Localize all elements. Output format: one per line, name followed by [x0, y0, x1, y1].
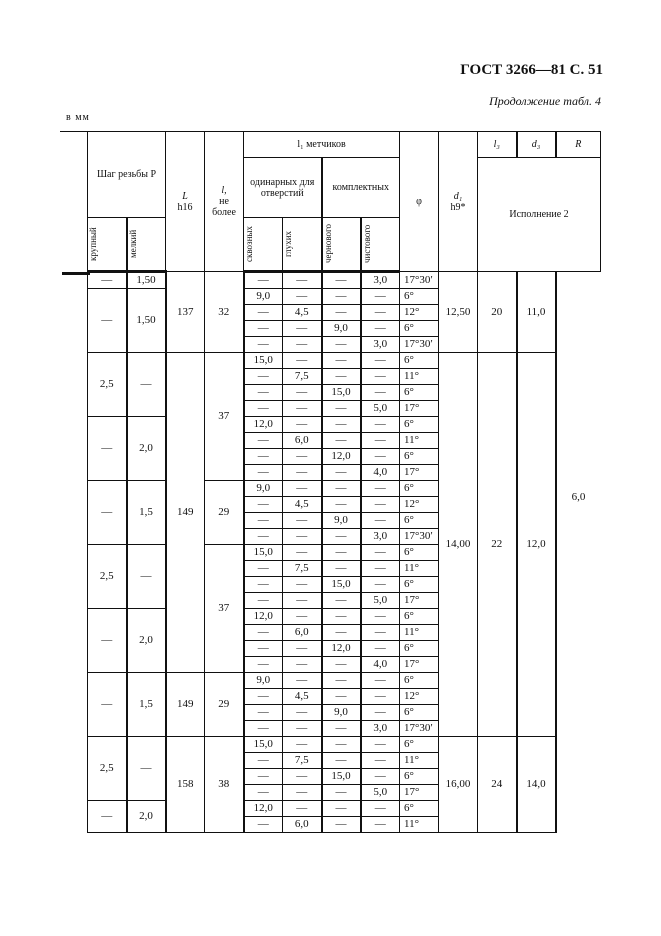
- blind-cell: —: [283, 801, 322, 817]
- l-cell: 37: [205, 353, 244, 481]
- coarse-pitch-cell: 2,5: [88, 737, 127, 801]
- blind-cell: —: [283, 641, 322, 657]
- fine-pitch-cell: 2,0: [127, 609, 166, 673]
- rough-cell: —: [322, 289, 361, 305]
- finish-cell: —: [361, 545, 400, 561]
- coarse-pitch-cell: —: [88, 417, 127, 481]
- phi-cell: 12°: [400, 497, 439, 513]
- blind-cell: —: [283, 657, 322, 673]
- header-rough: чернового: [322, 218, 361, 272]
- phi-cell: 17°: [400, 593, 439, 609]
- coarse-pitch-cell: —: [88, 609, 127, 673]
- rough-cell: 12,0: [322, 449, 361, 465]
- header-blind: глухих: [283, 218, 322, 272]
- l3-cell: 24: [478, 737, 517, 833]
- phi-cell: 6°: [400, 577, 439, 593]
- units-label: в мм: [66, 112, 90, 123]
- rough-cell: —: [322, 561, 361, 577]
- header-l1: l₁ метчиков: [244, 132, 400, 158]
- finish-cell: —: [361, 689, 400, 705]
- blind-cell: —: [283, 449, 322, 465]
- blind-cell: 6,0: [283, 433, 322, 449]
- finish-cell: —: [361, 513, 400, 529]
- table-row: [88, 353, 601, 369]
- finish-cell: —: [361, 641, 400, 657]
- rough-cell: —: [322, 417, 361, 433]
- header-coarse: крупный: [88, 218, 127, 272]
- through-cell: —: [244, 321, 283, 337]
- rough-cell: —: [322, 657, 361, 673]
- blind-cell: —: [283, 385, 322, 401]
- through-cell: —: [244, 817, 283, 833]
- blind-cell: —: [283, 401, 322, 417]
- blind-cell: —: [283, 353, 322, 369]
- through-cell: 15,0: [244, 545, 283, 561]
- finish-cell: 5,0: [361, 401, 400, 417]
- blind-cell: 6,0: [283, 817, 322, 833]
- blind-cell: —: [283, 513, 322, 529]
- finish-cell: —: [361, 817, 400, 833]
- through-cell: —: [244, 657, 283, 673]
- finish-cell: —: [361, 753, 400, 769]
- l-cell: 32: [205, 272, 244, 353]
- header-finish: чистового: [361, 218, 400, 272]
- d1-cell: 12,50: [439, 272, 478, 353]
- fine-pitch-cell: —: [127, 353, 166, 417]
- finish-cell: —: [361, 369, 400, 385]
- finish-cell: —: [361, 673, 400, 689]
- phi-cell: 6°: [400, 641, 439, 657]
- coarse-pitch-cell: —: [88, 289, 127, 353]
- finish-cell: —: [361, 449, 400, 465]
- through-cell: —: [244, 272, 283, 289]
- through-cell: 12,0: [244, 801, 283, 817]
- rough-cell: 9,0: [322, 321, 361, 337]
- through-cell: 15,0: [244, 737, 283, 753]
- finish-cell: —: [361, 801, 400, 817]
- finish-cell: —: [361, 433, 400, 449]
- finish-cell: 4,0: [361, 657, 400, 673]
- through-cell: 12,0: [244, 609, 283, 625]
- fine-pitch-cell: 2,0: [127, 417, 166, 481]
- phi-cell: 6°: [400, 769, 439, 785]
- phi-cell: 11°: [400, 561, 439, 577]
- phi-cell: 11°: [400, 753, 439, 769]
- blind-cell: —: [283, 321, 322, 337]
- rough-cell: —: [322, 625, 361, 641]
- finish-cell: 3,0: [361, 721, 400, 737]
- header-d3: d₃: [517, 132, 556, 158]
- through-cell: 9,0: [244, 673, 283, 689]
- phi-cell: 6°: [400, 737, 439, 753]
- fine-pitch-cell: —: [127, 545, 166, 609]
- rough-cell: —: [322, 401, 361, 417]
- blind-cell: —: [283, 593, 322, 609]
- fine-pitch-cell: 1,50: [127, 272, 166, 289]
- finish-cell: —: [361, 353, 400, 369]
- blind-cell: —: [283, 737, 322, 753]
- header-execution: Исполнение 2: [478, 158, 601, 272]
- rough-cell: —: [322, 817, 361, 833]
- blind-cell: —: [283, 769, 322, 785]
- blind-cell: —: [283, 529, 322, 545]
- phi-cell: 17°: [400, 657, 439, 673]
- divider: [60, 131, 88, 132]
- phi-cell: 6°: [400, 385, 439, 401]
- phi-cell: 17°30′: [400, 529, 439, 545]
- rough-cell: —: [322, 353, 361, 369]
- finish-cell: —: [361, 305, 400, 321]
- finish-cell: —: [361, 609, 400, 625]
- blind-cell: 7,5: [283, 369, 322, 385]
- blind-cell: 4,5: [283, 305, 322, 321]
- through-cell: —: [244, 785, 283, 801]
- through-cell: —: [244, 449, 283, 465]
- blind-cell: —: [283, 481, 322, 497]
- rough-cell: —: [322, 609, 361, 625]
- l-cell: 29: [205, 673, 244, 737]
- table-continuation: Продолжение табл. 4: [489, 94, 601, 108]
- phi-cell: 6°: [400, 673, 439, 689]
- rough-cell: 15,0: [322, 577, 361, 593]
- blind-cell: 4,5: [283, 689, 322, 705]
- l-cell: 29: [205, 481, 244, 545]
- phi-cell: 17°30′: [400, 721, 439, 737]
- header-d1: d₁ h9*: [439, 132, 478, 272]
- finish-cell: —: [361, 625, 400, 641]
- phi-cell: 6°: [400, 289, 439, 305]
- phi-cell: 11°: [400, 817, 439, 833]
- phi-cell: 6°: [400, 321, 439, 337]
- rough-cell: —: [322, 497, 361, 513]
- through-cell: —: [244, 465, 283, 481]
- header-l3: l₃: [478, 132, 517, 158]
- fine-pitch-cell: —: [127, 737, 166, 801]
- through-cell: —: [244, 625, 283, 641]
- header-phi: φ: [400, 132, 439, 272]
- phi-cell: 12°: [400, 305, 439, 321]
- phi-cell: 17°: [400, 465, 439, 481]
- phi-cell: 12°: [400, 689, 439, 705]
- rough-cell: —: [322, 593, 361, 609]
- through-cell: —: [244, 401, 283, 417]
- phi-cell: 6°: [400, 353, 439, 369]
- blind-cell: —: [283, 705, 322, 721]
- L-cell: 149: [166, 673, 205, 737]
- divider: [62, 272, 90, 275]
- rough-cell: —: [322, 433, 361, 449]
- rough-cell: —: [322, 529, 361, 545]
- rough-cell: 9,0: [322, 513, 361, 529]
- header-set: комплектных: [322, 158, 400, 218]
- header-fine: мелкий: [127, 218, 166, 272]
- phi-cell: 6°: [400, 609, 439, 625]
- header-through: сквозных: [244, 218, 283, 272]
- blind-cell: 6,0: [283, 625, 322, 641]
- through-cell: 9,0: [244, 289, 283, 305]
- through-cell: —: [244, 497, 283, 513]
- rough-cell: —: [322, 737, 361, 753]
- L-cell: 149: [166, 353, 205, 673]
- table-row: [88, 272, 601, 289]
- phi-cell: 11°: [400, 369, 439, 385]
- blind-cell: —: [283, 609, 322, 625]
- blind-cell: —: [283, 577, 322, 593]
- coarse-pitch-cell: —: [88, 481, 127, 545]
- blind-cell: —: [283, 721, 322, 737]
- phi-cell: 6°: [400, 481, 439, 497]
- d1-cell: 16,00: [439, 737, 478, 833]
- R-cell: 6,0: [556, 272, 601, 833]
- finish-cell: —: [361, 705, 400, 721]
- through-cell: 12,0: [244, 417, 283, 433]
- through-cell: —: [244, 593, 283, 609]
- blind-cell: —: [283, 465, 322, 481]
- dimensions-table: [87, 131, 601, 833]
- d3-cell: 12,0: [517, 353, 556, 737]
- rough-cell: 15,0: [322, 769, 361, 785]
- finish-cell: 3,0: [361, 337, 400, 353]
- phi-cell: 11°: [400, 625, 439, 641]
- phi-cell: 17°30′: [400, 337, 439, 353]
- finish-cell: 4,0: [361, 465, 400, 481]
- through-cell: —: [244, 641, 283, 657]
- l3-cell: 22: [478, 353, 517, 737]
- d3-cell: 11,0: [517, 272, 556, 353]
- fine-pitch-cell: 1,5: [127, 673, 166, 737]
- through-cell: —: [244, 513, 283, 529]
- blind-cell: —: [283, 545, 322, 561]
- header-L: L h16: [166, 132, 205, 272]
- table-row: [88, 737, 601, 753]
- coarse-pitch-cell: 2,5: [88, 353, 127, 417]
- finish-cell: —: [361, 769, 400, 785]
- rough-cell: —: [322, 545, 361, 561]
- blind-cell: —: [283, 785, 322, 801]
- through-cell: —: [244, 433, 283, 449]
- finish-cell: 3,0: [361, 272, 400, 289]
- rough-cell: —: [322, 465, 361, 481]
- coarse-pitch-cell: —: [88, 272, 127, 289]
- fine-pitch-cell: 1,50: [127, 289, 166, 353]
- rough-cell: 15,0: [322, 385, 361, 401]
- rough-cell: —: [322, 337, 361, 353]
- finish-cell: —: [361, 385, 400, 401]
- through-cell: —: [244, 337, 283, 353]
- header-pitch: Шаг резьбы P: [88, 132, 166, 218]
- header-single: одинарных для отверстий: [244, 158, 322, 218]
- rough-cell: 9,0: [322, 705, 361, 721]
- header-R: R: [556, 132, 601, 158]
- blind-cell: 7,5: [283, 561, 322, 577]
- page-header: ГОСТ 3266—81 С. 51: [460, 62, 603, 78]
- rough-cell: —: [322, 673, 361, 689]
- phi-cell: 6°: [400, 417, 439, 433]
- through-cell: —: [244, 753, 283, 769]
- finish-cell: —: [361, 577, 400, 593]
- phi-cell: 6°: [400, 801, 439, 817]
- through-cell: 15,0: [244, 353, 283, 369]
- d3-cell: 14,0: [517, 737, 556, 833]
- rough-cell: —: [322, 785, 361, 801]
- rough-cell: —: [322, 753, 361, 769]
- fine-pitch-cell: 1,5: [127, 481, 166, 545]
- through-cell: —: [244, 561, 283, 577]
- through-cell: —: [244, 305, 283, 321]
- l3-cell: 20: [478, 272, 517, 353]
- blind-cell: 7,5: [283, 753, 322, 769]
- L-cell: 137: [166, 272, 205, 353]
- through-cell: —: [244, 721, 283, 737]
- through-cell: —: [244, 689, 283, 705]
- coarse-pitch-cell: 2,5: [88, 545, 127, 609]
- through-cell: —: [244, 385, 283, 401]
- phi-cell: 17°: [400, 785, 439, 801]
- blind-cell: —: [283, 417, 322, 433]
- l-cell: 38: [205, 737, 244, 833]
- phi-cell: 17°30′: [400, 272, 439, 289]
- header-l: l, не более: [205, 132, 244, 272]
- rough-cell: —: [322, 689, 361, 705]
- through-cell: —: [244, 577, 283, 593]
- finish-cell: 5,0: [361, 785, 400, 801]
- phi-cell: 17°: [400, 401, 439, 417]
- phi-cell: 11°: [400, 433, 439, 449]
- finish-cell: —: [361, 417, 400, 433]
- finish-cell: —: [361, 481, 400, 497]
- rough-cell: —: [322, 272, 361, 289]
- through-cell: —: [244, 705, 283, 721]
- blind-cell: —: [283, 673, 322, 689]
- phi-cell: 6°: [400, 545, 439, 561]
- blind-cell: 4,5: [283, 497, 322, 513]
- through-cell: 9,0: [244, 481, 283, 497]
- coarse-pitch-cell: —: [88, 801, 127, 833]
- through-cell: —: [244, 529, 283, 545]
- finish-cell: 5,0: [361, 593, 400, 609]
- finish-cell: —: [361, 289, 400, 305]
- finish-cell: —: [361, 497, 400, 513]
- blind-cell: —: [283, 289, 322, 305]
- finish-cell: —: [361, 737, 400, 753]
- blind-cell: —: [283, 272, 322, 289]
- through-cell: —: [244, 769, 283, 785]
- d1-cell: 14,00: [439, 353, 478, 737]
- rough-cell: —: [322, 369, 361, 385]
- rough-cell: —: [322, 721, 361, 737]
- through-cell: —: [244, 369, 283, 385]
- fine-pitch-cell: 2,0: [127, 801, 166, 833]
- rough-cell: —: [322, 305, 361, 321]
- l-cell: 37: [205, 545, 244, 673]
- blind-cell: —: [283, 337, 322, 353]
- rough-cell: —: [322, 481, 361, 497]
- phi-cell: 6°: [400, 705, 439, 721]
- phi-cell: 6°: [400, 449, 439, 465]
- phi-cell: 6°: [400, 513, 439, 529]
- rough-cell: 12,0: [322, 641, 361, 657]
- L-cell: 158: [166, 737, 205, 833]
- finish-cell: —: [361, 561, 400, 577]
- rough-cell: —: [322, 801, 361, 817]
- finish-cell: —: [361, 321, 400, 337]
- coarse-pitch-cell: —: [88, 673, 127, 737]
- finish-cell: 3,0: [361, 529, 400, 545]
